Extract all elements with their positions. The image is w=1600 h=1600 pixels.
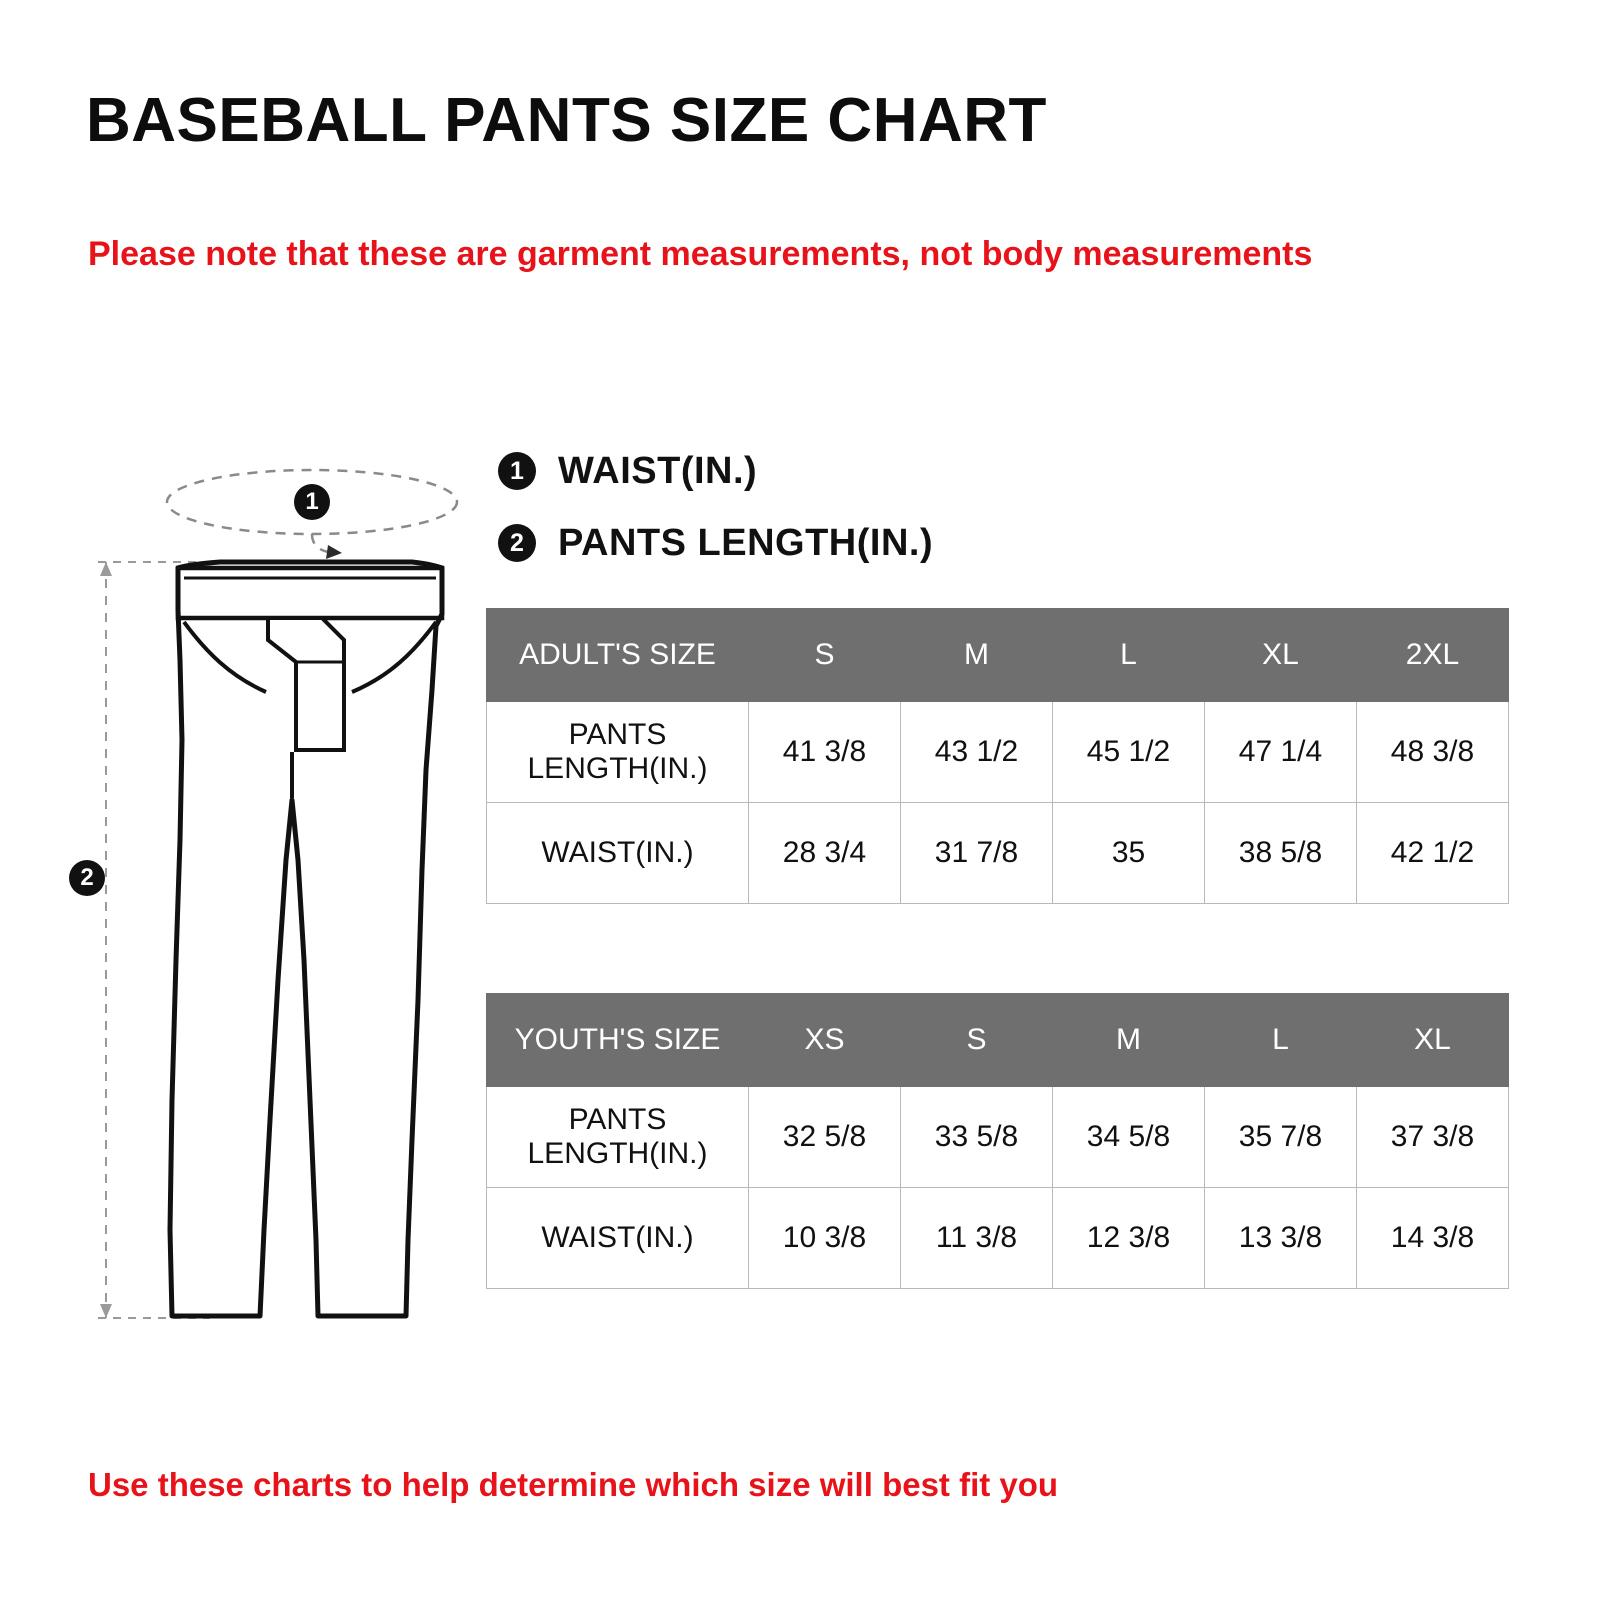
adult-pants-length-s: 41 3/8 xyxy=(749,702,901,803)
youth-row-label-waist: WAIST(IN.) xyxy=(487,1188,749,1289)
legend-label-pants-length: PANTS LENGTH(IN.) xyxy=(558,521,934,564)
adult-col-2xl: 2XL xyxy=(1357,609,1509,702)
adult-waist-2xl: 42 1/2 xyxy=(1357,803,1509,904)
pants-diagram xyxy=(60,440,490,1360)
adult-waist-xl: 38 5/8 xyxy=(1205,803,1357,904)
youth-waist-l: 13 3/8 xyxy=(1205,1188,1357,1289)
adult-pants-length-l: 45 1/2 xyxy=(1053,702,1205,803)
table-row xyxy=(487,1087,1509,1188)
adult-col-xl: XL xyxy=(1205,609,1357,702)
youth-pants-length-s: 33 5/8 xyxy=(901,1087,1053,1188)
adult-col-m: M xyxy=(901,609,1053,702)
youth-pants-length-l: 35 7/8 xyxy=(1205,1087,1357,1188)
youth-waist-m: 12 3/8 xyxy=(1053,1188,1205,1289)
table-header-row xyxy=(487,994,1509,1087)
legend-item-waist xyxy=(498,440,1118,502)
youth-pants-length-xl: 37 3/8 xyxy=(1357,1087,1509,1188)
youth-col-l: L xyxy=(1205,994,1357,1087)
adult-col-s: S xyxy=(749,609,901,702)
adult-waist-s: 28 3/4 xyxy=(749,803,901,904)
legend-label-waist: WAIST(IN.) xyxy=(558,449,758,492)
legend-item-pants-length xyxy=(498,512,1118,574)
youth-row-label-pants-length: PANTS LENGTH(IN.) xyxy=(487,1087,749,1188)
table-header-row xyxy=(487,609,1509,702)
table-row xyxy=(487,702,1509,803)
adult-size-table xyxy=(486,608,1509,904)
table-row xyxy=(487,1188,1509,1289)
youth-col-s: S xyxy=(901,994,1053,1087)
measurement-legend xyxy=(498,440,1118,584)
youth-col-xs: XS xyxy=(749,994,901,1087)
page-title: BASEBALL PANTS SIZE CHART xyxy=(86,86,1047,155)
youth-col-m: M xyxy=(1053,994,1205,1087)
adult-waist-m: 31 7/8 xyxy=(901,803,1053,904)
diagram-badge-length: 2 xyxy=(69,860,105,896)
adult-pants-length-xl: 47 1/4 xyxy=(1205,702,1357,803)
adult-size-header: ADULT'S SIZE xyxy=(487,609,749,702)
diagram-badge-waist: 1 xyxy=(294,484,330,520)
youth-waist-s: 11 3/8 xyxy=(901,1188,1053,1289)
number-2-icon: 2 xyxy=(498,524,536,562)
youth-size-header: YOUTH'S SIZE xyxy=(487,994,749,1087)
adult-row-label-waist: WAIST(IN.) xyxy=(487,803,749,904)
adult-pants-length-m: 43 1/2 xyxy=(901,702,1053,803)
adult-pants-length-2xl: 48 3/8 xyxy=(1357,702,1509,803)
measurement-note: Please note that these are garment measurements, not body measurements xyxy=(88,235,1313,273)
adult-row-label-pants-length: PANTS LENGTH(IN.) xyxy=(487,702,749,803)
youth-waist-xl: 14 3/8 xyxy=(1357,1188,1509,1289)
adult-waist-l: 35 xyxy=(1053,803,1205,904)
table-row xyxy=(487,803,1509,904)
youth-pants-length-m: 34 5/8 xyxy=(1053,1087,1205,1188)
youth-size-table xyxy=(486,993,1509,1289)
youth-col-xl: XL xyxy=(1357,994,1509,1087)
number-1-icon: 1 xyxy=(498,452,536,490)
youth-pants-length-xs: 32 5/8 xyxy=(749,1087,901,1188)
pants-illustration-svg xyxy=(60,440,490,1360)
adult-col-l: L xyxy=(1053,609,1205,702)
footer-note: Use these charts to help determine which size will best fit you xyxy=(88,1466,1059,1503)
youth-waist-xs: 10 3/8 xyxy=(749,1188,901,1289)
